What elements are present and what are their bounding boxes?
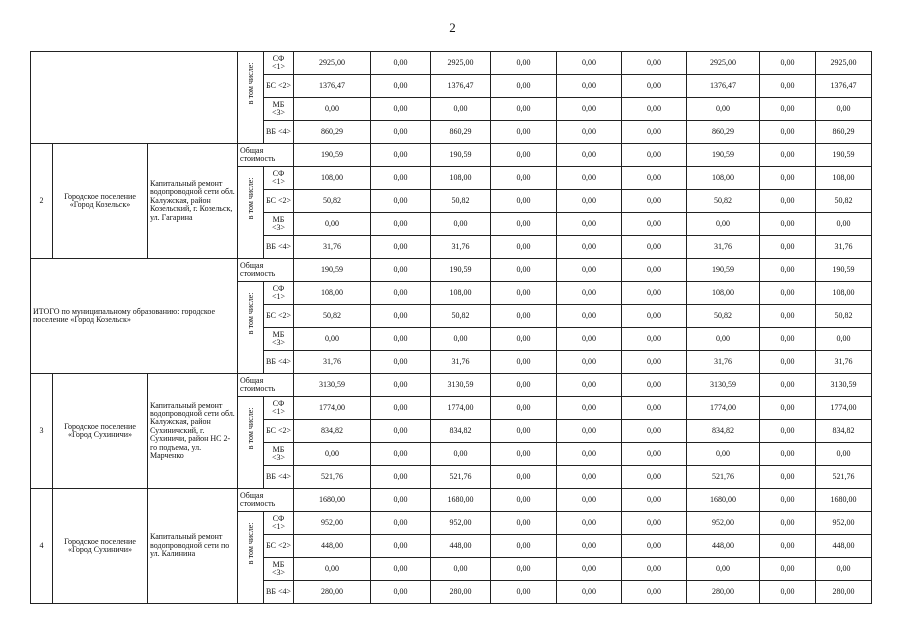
in-that-number-text: в том числе:	[245, 62, 255, 105]
itogo-label: ИТОГО по муниципальному образованию: городское поселение «Город Козельск»	[31, 259, 238, 374]
value-cell: 2925,00	[687, 52, 760, 75]
value-cell: 0,00	[491, 75, 557, 98]
value-cell: 0,00	[622, 535, 687, 558]
total-cost-label: Общая стоимость	[238, 374, 294, 397]
value-cell: 2925,00	[294, 52, 371, 75]
object-description: Капитальный ремонт водопроводной сети по ул. Калинина	[148, 489, 238, 604]
source-label: ВБ <4>	[264, 581, 294, 604]
value-cell: 0,00	[371, 328, 431, 351]
value-cell: 0,00	[294, 213, 371, 236]
value-cell: 0,00	[431, 213, 491, 236]
source-label: БС <2>	[264, 420, 294, 443]
source-label: МБ <3>	[264, 328, 294, 351]
value-cell: 0,00	[557, 374, 622, 397]
value-cell: 0,00	[760, 52, 816, 75]
value-cell: 31,76	[294, 236, 371, 259]
value-cell: 0,00	[557, 443, 622, 466]
value-cell: 0,00	[371, 190, 431, 213]
value-cell: 1680,00	[687, 489, 760, 512]
carryover-blank-cell	[31, 52, 238, 144]
municipality-name: Городское поселение «Город Сухиничи»	[53, 374, 148, 489]
value-cell: 0,00	[622, 420, 687, 443]
value-cell: 108,00	[687, 282, 760, 305]
value-cell: 108,00	[294, 282, 371, 305]
project-number: 2	[31, 144, 53, 259]
value-cell: 0,00	[557, 328, 622, 351]
value-cell: 0,00	[622, 213, 687, 236]
table-row	[31, 489, 872, 512]
value-cell: 0,00	[371, 236, 431, 259]
value-cell: 0,00	[687, 213, 760, 236]
value-cell: 0,00	[557, 351, 622, 374]
value-cell: 50,82	[687, 305, 760, 328]
value-cell: 190,59	[294, 144, 371, 167]
page-number: 2	[449, 20, 456, 35]
value-cell: 1376,47	[687, 75, 760, 98]
value-cell: 0,00	[431, 98, 491, 121]
value-cell: 834,82	[687, 420, 760, 443]
value-cell: 108,00	[431, 167, 491, 190]
value-cell: 31,76	[816, 236, 872, 259]
municipality-name: Городское поселение «Город Сухиничи»	[53, 489, 148, 604]
source-label: БС <2>	[264, 75, 294, 98]
value-cell: 0,00	[760, 397, 816, 420]
value-cell: 860,29	[687, 121, 760, 144]
value-cell: 0,00	[371, 581, 431, 604]
value-cell: 1376,47	[294, 75, 371, 98]
value-cell: 0,00	[760, 236, 816, 259]
value-cell: 50,82	[816, 190, 872, 213]
value-cell: 50,82	[431, 305, 491, 328]
value-cell: 0,00	[294, 443, 371, 466]
object-description: Капитальный ремонт водопроводной сети обл. Калужская, район Козельский, г. Козельск, ул. Гагарина	[148, 144, 238, 259]
source-label: СФ <1>	[264, 282, 294, 305]
value-cell: 0,00	[371, 420, 431, 443]
value-cell: 1376,47	[816, 75, 872, 98]
source-label: ВБ <4>	[264, 121, 294, 144]
value-cell: 0,00	[557, 397, 622, 420]
value-cell: 31,76	[431, 351, 491, 374]
value-cell: 0,00	[371, 282, 431, 305]
source-label: СФ <1>	[264, 167, 294, 190]
value-cell: 3130,59	[431, 374, 491, 397]
value-cell: 0,00	[760, 144, 816, 167]
table-row	[31, 52, 872, 75]
value-cell: 0,00	[557, 121, 622, 144]
value-cell: 0,00	[622, 282, 687, 305]
value-cell: 0,00	[816, 558, 872, 581]
value-cell: 0,00	[491, 52, 557, 75]
value-cell: 1680,00	[294, 489, 371, 512]
value-cell: 0,00	[557, 420, 622, 443]
value-cell: 0,00	[622, 190, 687, 213]
value-cell: 0,00	[491, 98, 557, 121]
value-cell: 1376,47	[431, 75, 491, 98]
table-row	[31, 144, 872, 167]
value-cell: 0,00	[557, 305, 622, 328]
value-cell: 0,00	[622, 558, 687, 581]
value-cell: 0,00	[622, 52, 687, 75]
value-cell: 860,29	[294, 121, 371, 144]
value-cell: 0,00	[491, 420, 557, 443]
value-cell: 1680,00	[816, 489, 872, 512]
source-label: МБ <3>	[264, 213, 294, 236]
value-cell: 3130,59	[294, 374, 371, 397]
value-cell: 0,00	[760, 420, 816, 443]
value-cell: 0,00	[491, 351, 557, 374]
value-cell: 0,00	[371, 558, 431, 581]
value-cell: 0,00	[491, 374, 557, 397]
value-cell: 0,00	[622, 328, 687, 351]
value-cell: 0,00	[371, 351, 431, 374]
source-label: БС <2>	[264, 535, 294, 558]
value-cell: 190,59	[687, 259, 760, 282]
value-cell: 0,00	[491, 558, 557, 581]
value-cell: 280,00	[431, 581, 491, 604]
source-label: СФ <1>	[264, 512, 294, 535]
value-cell: 280,00	[687, 581, 760, 604]
value-cell: 0,00	[294, 328, 371, 351]
value-cell: 0,00	[431, 443, 491, 466]
value-cell: 0,00	[622, 167, 687, 190]
value-cell: 0,00	[491, 167, 557, 190]
value-cell: 190,59	[816, 144, 872, 167]
in-that-number-label	[238, 167, 264, 259]
value-cell: 0,00	[760, 98, 816, 121]
value-cell: 190,59	[431, 144, 491, 167]
value-cell: 0,00	[557, 259, 622, 282]
value-cell: 0,00	[371, 167, 431, 190]
value-cell: 860,29	[816, 121, 872, 144]
value-cell: 0,00	[491, 190, 557, 213]
value-cell: 0,00	[491, 144, 557, 167]
value-cell: 190,59	[816, 259, 872, 282]
value-cell: 108,00	[816, 282, 872, 305]
source-label: МБ <3>	[264, 558, 294, 581]
value-cell: 0,00	[760, 328, 816, 351]
value-cell: 0,00	[760, 213, 816, 236]
source-label: ВБ <4>	[264, 236, 294, 259]
source-label: МБ <3>	[264, 98, 294, 121]
value-cell: 0,00	[760, 512, 816, 535]
value-cell: 2925,00	[431, 52, 491, 75]
value-cell: 0,00	[622, 144, 687, 167]
value-cell: 0,00	[491, 512, 557, 535]
value-cell: 1774,00	[431, 397, 491, 420]
value-cell: 0,00	[760, 558, 816, 581]
value-cell: 1774,00	[816, 397, 872, 420]
in-that-number-text: в том числе:	[245, 407, 255, 450]
in-that-number-label	[238, 52, 264, 144]
value-cell: 0,00	[760, 121, 816, 144]
value-cell: 0,00	[557, 213, 622, 236]
value-cell: 521,76	[431, 466, 491, 489]
value-cell: 448,00	[687, 535, 760, 558]
value-cell: 0,00	[294, 98, 371, 121]
value-cell: 0,00	[491, 443, 557, 466]
value-cell: 0,00	[760, 443, 816, 466]
value-cell: 834,82	[816, 420, 872, 443]
value-cell: 190,59	[687, 144, 760, 167]
value-cell: 108,00	[294, 167, 371, 190]
table-row	[31, 259, 872, 282]
value-cell: 31,76	[687, 236, 760, 259]
value-cell: 0,00	[760, 374, 816, 397]
value-cell: 0,00	[622, 397, 687, 420]
value-cell: 108,00	[431, 282, 491, 305]
value-cell: 31,76	[294, 351, 371, 374]
value-cell: 0,00	[622, 443, 687, 466]
value-cell: 0,00	[371, 374, 431, 397]
value-cell: 0,00	[622, 581, 687, 604]
value-cell: 0,00	[622, 121, 687, 144]
value-cell: 0,00	[491, 535, 557, 558]
value-cell: 1774,00	[687, 397, 760, 420]
value-cell: 50,82	[294, 305, 371, 328]
value-cell: 448,00	[294, 535, 371, 558]
value-cell: 952,00	[816, 512, 872, 535]
value-cell: 952,00	[431, 512, 491, 535]
value-cell: 0,00	[687, 98, 760, 121]
value-cell: 3130,59	[687, 374, 760, 397]
source-label: ВБ <4>	[264, 466, 294, 489]
value-cell: 0,00	[622, 305, 687, 328]
value-cell: 0,00	[816, 443, 872, 466]
value-cell: 0,00	[760, 190, 816, 213]
in-that-number-label	[238, 282, 264, 374]
value-cell: 0,00	[816, 328, 872, 351]
object-description: Капитальный ремонт водопроводной сети обл. Калужская, район Сухиничский, г. Сухиничи, район НС 2-го подъема, ул. Марченко	[148, 374, 238, 489]
value-cell: 0,00	[371, 397, 431, 420]
value-cell: 108,00	[816, 167, 872, 190]
value-cell: 0,00	[371, 535, 431, 558]
value-cell: 0,00	[557, 489, 622, 512]
source-label: МБ <3>	[264, 443, 294, 466]
value-cell: 0,00	[371, 466, 431, 489]
value-cell: 50,82	[431, 190, 491, 213]
value-cell: 0,00	[557, 581, 622, 604]
value-cell: 0,00	[371, 443, 431, 466]
value-cell: 108,00	[687, 167, 760, 190]
value-cell: 0,00	[431, 558, 491, 581]
value-cell: 0,00	[687, 558, 760, 581]
value-cell: 0,00	[491, 213, 557, 236]
budget-table-body	[31, 52, 872, 604]
value-cell: 190,59	[431, 259, 491, 282]
in-that-number-text: в том числе:	[245, 292, 255, 335]
value-cell: 0,00	[491, 489, 557, 512]
table-row	[31, 374, 872, 397]
value-cell: 0,00	[622, 75, 687, 98]
value-cell: 952,00	[687, 512, 760, 535]
total-cost-label: Общая стоимость	[238, 489, 294, 512]
value-cell: 50,82	[816, 305, 872, 328]
value-cell: 0,00	[371, 98, 431, 121]
value-cell: 0,00	[491, 581, 557, 604]
value-cell: 521,76	[687, 466, 760, 489]
value-cell: 190,59	[294, 259, 371, 282]
value-cell: 3130,59	[816, 374, 872, 397]
value-cell: 0,00	[816, 98, 872, 121]
value-cell: 0,00	[431, 328, 491, 351]
in-that-number-text: в том числе:	[245, 522, 255, 565]
value-cell: 0,00	[491, 259, 557, 282]
total-cost-label: Общая стоимость	[238, 144, 294, 167]
value-cell: 0,00	[622, 374, 687, 397]
value-cell: 834,82	[431, 420, 491, 443]
value-cell: 0,00	[760, 167, 816, 190]
project-number: 4	[31, 489, 53, 604]
value-cell: 834,82	[294, 420, 371, 443]
value-cell: 0,00	[760, 489, 816, 512]
value-cell: 0,00	[491, 466, 557, 489]
value-cell: 0,00	[491, 282, 557, 305]
source-label: ВБ <4>	[264, 351, 294, 374]
value-cell: 0,00	[294, 558, 371, 581]
value-cell: 0,00	[687, 443, 760, 466]
value-cell: 0,00	[557, 52, 622, 75]
value-cell: 521,76	[816, 466, 872, 489]
value-cell: 0,00	[371, 121, 431, 144]
value-cell: 448,00	[431, 535, 491, 558]
value-cell: 0,00	[760, 282, 816, 305]
value-cell: 0,00	[371, 52, 431, 75]
value-cell: 0,00	[371, 144, 431, 167]
value-cell: 0,00	[557, 512, 622, 535]
in-that-number-label	[238, 397, 264, 489]
value-cell: 0,00	[557, 190, 622, 213]
budget-table	[30, 51, 872, 604]
value-cell: 0,00	[557, 282, 622, 305]
value-cell: 0,00	[371, 259, 431, 282]
value-cell: 0,00	[557, 466, 622, 489]
value-cell: 280,00	[816, 581, 872, 604]
value-cell: 0,00	[622, 236, 687, 259]
value-cell: 0,00	[491, 397, 557, 420]
value-cell: 0,00	[622, 259, 687, 282]
value-cell: 0,00	[371, 305, 431, 328]
value-cell: 0,00	[557, 236, 622, 259]
municipality-name: Городское поселение «Город Козельск»	[53, 144, 148, 259]
value-cell: 0,00	[760, 75, 816, 98]
value-cell: 0,00	[760, 305, 816, 328]
source-label: БС <2>	[264, 190, 294, 213]
value-cell: 860,29	[431, 121, 491, 144]
in-that-number-label	[238, 512, 264, 604]
value-cell: 0,00	[491, 305, 557, 328]
value-cell: 952,00	[294, 512, 371, 535]
value-cell: 50,82	[294, 190, 371, 213]
value-cell: 0,00	[557, 98, 622, 121]
value-cell: 50,82	[687, 190, 760, 213]
value-cell: 0,00	[371, 489, 431, 512]
value-cell: 0,00	[760, 259, 816, 282]
value-cell: 280,00	[294, 581, 371, 604]
value-cell: 0,00	[760, 351, 816, 374]
value-cell: 0,00	[557, 144, 622, 167]
source-label: БС <2>	[264, 305, 294, 328]
value-cell: 31,76	[816, 351, 872, 374]
project-number: 3	[31, 374, 53, 489]
value-cell: 0,00	[557, 558, 622, 581]
value-cell: 31,76	[431, 236, 491, 259]
value-cell: 31,76	[687, 351, 760, 374]
value-cell: 0,00	[371, 213, 431, 236]
value-cell: 0,00	[491, 328, 557, 351]
value-cell: 0,00	[371, 75, 431, 98]
value-cell: 0,00	[687, 328, 760, 351]
value-cell: 0,00	[557, 167, 622, 190]
value-cell: 1680,00	[431, 489, 491, 512]
value-cell: 0,00	[760, 466, 816, 489]
source-label: СФ <1>	[264, 52, 294, 75]
value-cell: 0,00	[491, 236, 557, 259]
value-cell: 0,00	[760, 535, 816, 558]
value-cell: 0,00	[760, 581, 816, 604]
in-that-number-text: в том числе:	[245, 177, 255, 220]
value-cell: 521,76	[294, 466, 371, 489]
value-cell: 0,00	[622, 98, 687, 121]
value-cell: 0,00	[557, 75, 622, 98]
value-cell: 0,00	[557, 535, 622, 558]
value-cell: 0,00	[622, 489, 687, 512]
value-cell: 0,00	[622, 512, 687, 535]
value-cell: 0,00	[816, 213, 872, 236]
total-cost-label: Общая стоимость	[238, 259, 294, 282]
source-label: СФ <1>	[264, 397, 294, 420]
value-cell: 2925,00	[816, 52, 872, 75]
value-cell: 448,00	[816, 535, 872, 558]
value-cell: 0,00	[622, 466, 687, 489]
value-cell: 1774,00	[294, 397, 371, 420]
value-cell: 0,00	[491, 121, 557, 144]
value-cell: 0,00	[371, 512, 431, 535]
value-cell: 0,00	[622, 351, 687, 374]
